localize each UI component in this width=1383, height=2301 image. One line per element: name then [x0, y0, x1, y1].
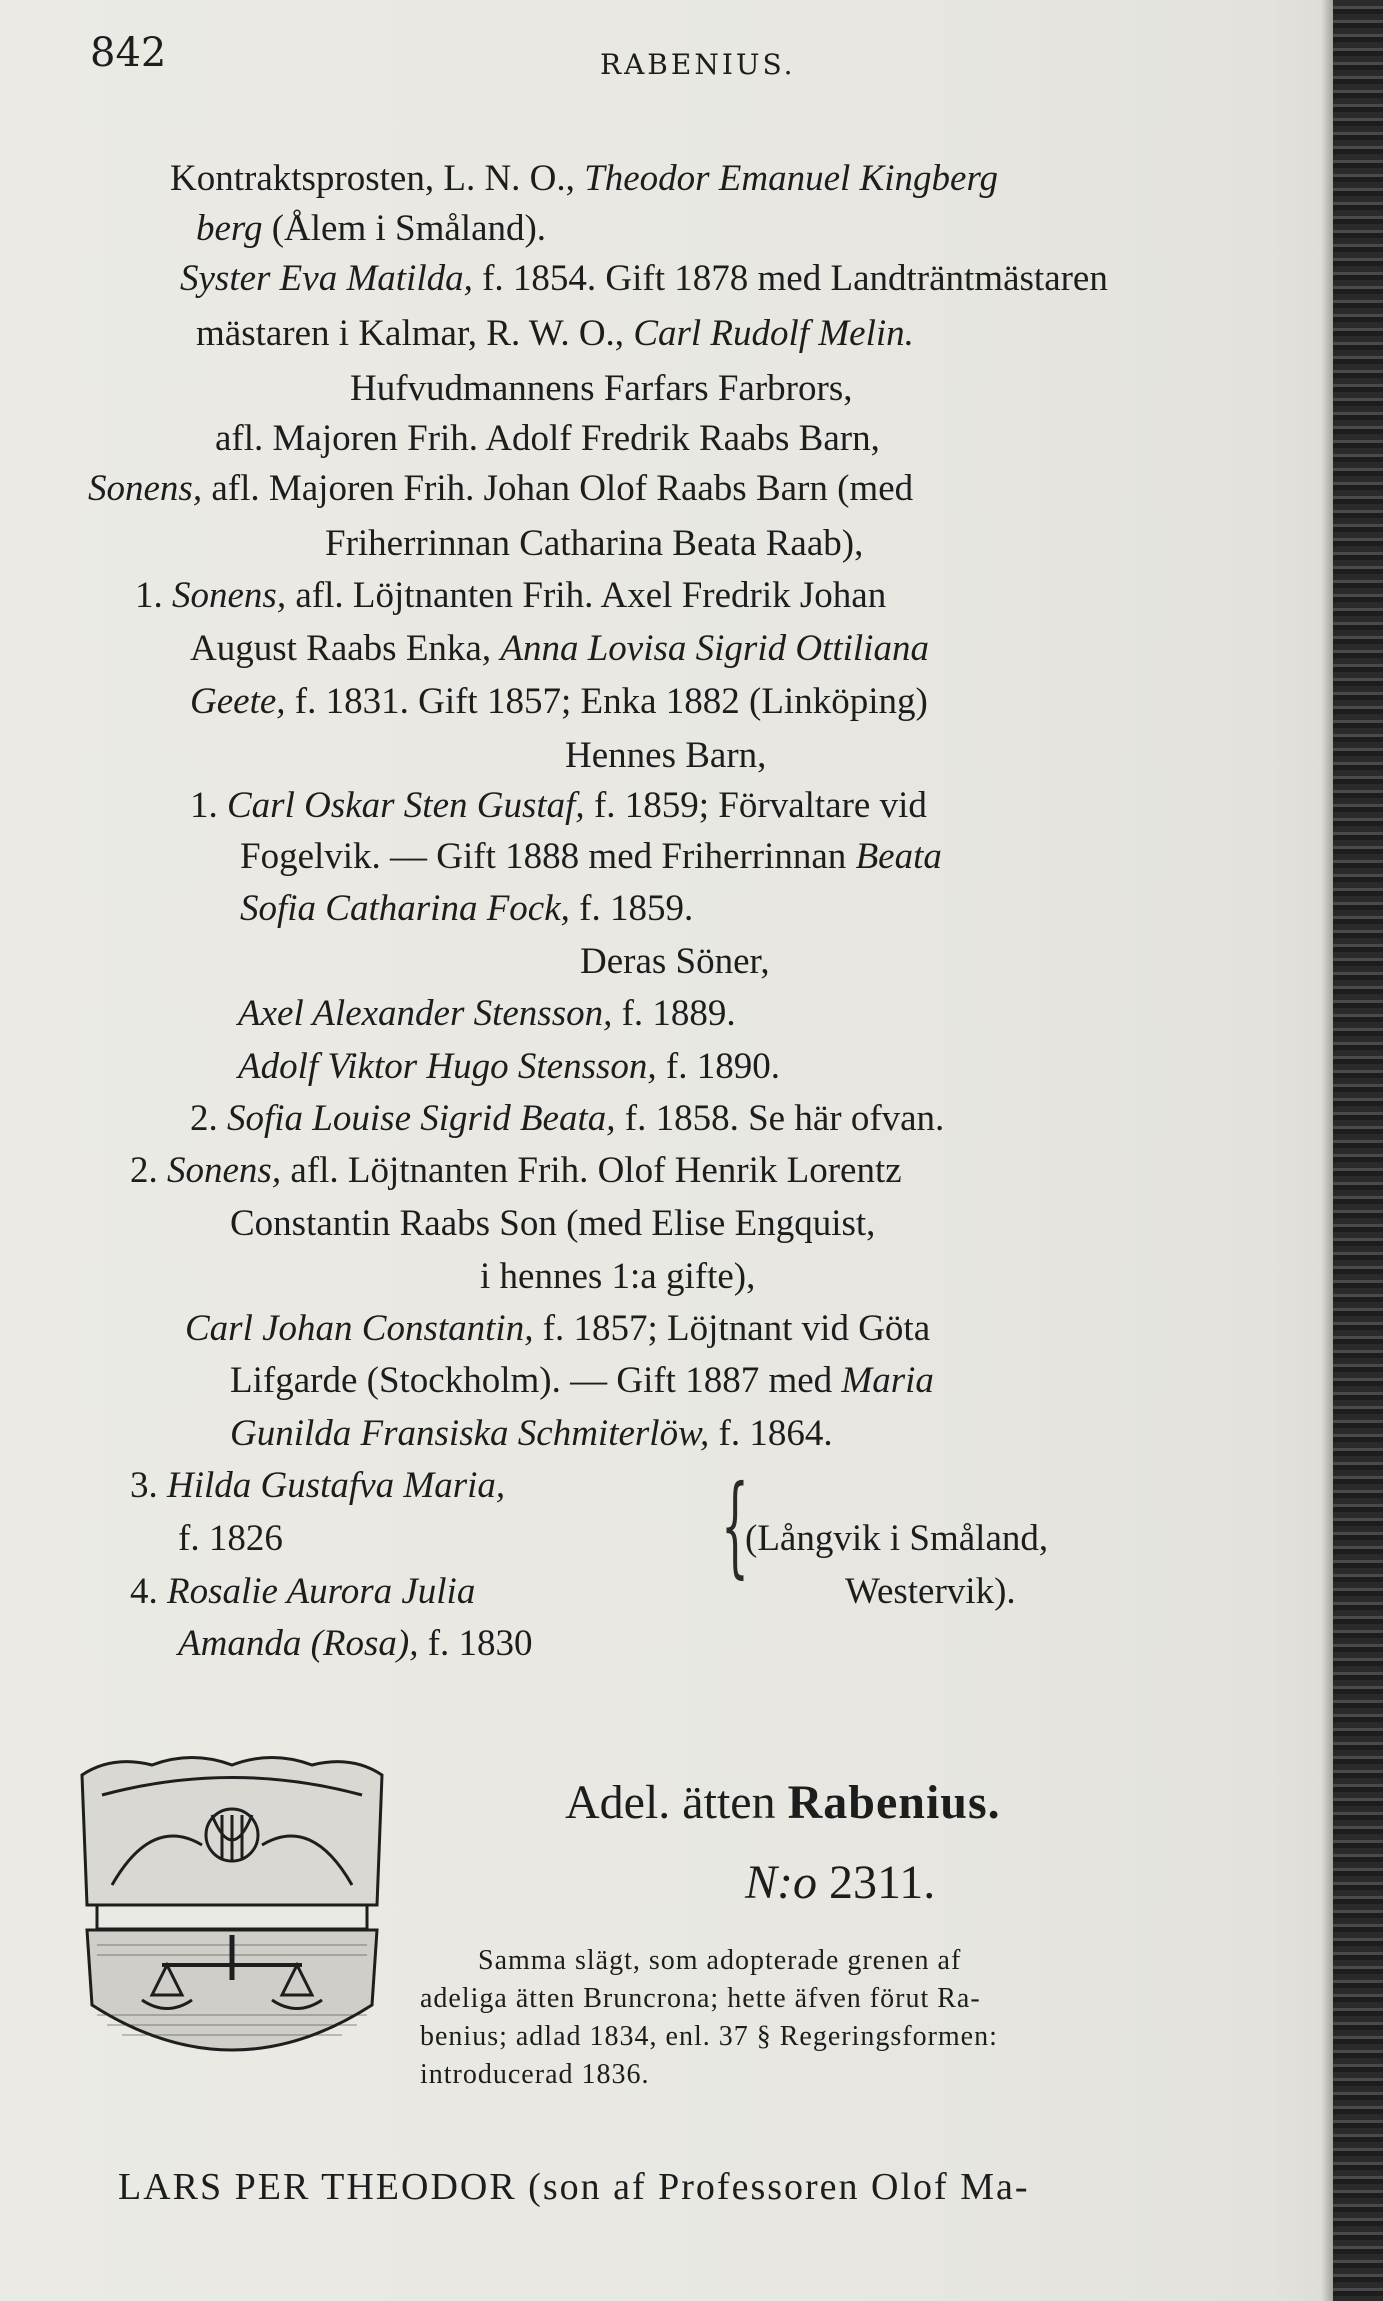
text-line: berg (Ålem i Småland). [196, 208, 547, 249]
text-line: 1. Carl Oskar Sten Gustaf, f. 1859; Förvaltare vid [190, 785, 927, 826]
text-line: Kontraktsprosten, L. N. O., Theodor Emanuel Kingberg [170, 158, 998, 199]
text-line: Fogelvik. — Gift 1888 med Friherrinnan Beata [240, 836, 942, 877]
text-line: Hennes Barn, [565, 735, 767, 776]
text-line: i hennes 1:a gifte), [480, 1256, 756, 1297]
entry-start-line: LARS PER THEODOR (son af Professoren Olof Ma- [118, 2166, 1030, 2208]
family-description-line: Samma slägt, som adopterade grenen af [478, 1945, 962, 1976]
family-number: N:o 2311. [745, 1856, 936, 1909]
text-line: Hufvudmannens Farfars Farbrors, [350, 368, 853, 409]
text-line: August Raabs Enka, Anna Lovisa Sigrid Ottiliana [190, 628, 929, 669]
book-spine [1333, 0, 1383, 2301]
text-line: Adolf Viktor Hugo Stensson, f. 1890. [238, 1046, 780, 1087]
text-line: mästaren i Kalmar, R. W. O., Carl Rudolf Melin. [196, 313, 914, 354]
page-number: 842 [90, 30, 167, 76]
text-line: f. 1826 [178, 1518, 283, 1559]
family-description-line: benius; adlad 1834, enl. 37 § Regeringsformen: [420, 2021, 998, 2052]
text-line: Gunilda Fransiska Schmiterlöw, f. 1864. [230, 1413, 833, 1454]
family-description-line: introducerad 1836. [420, 2059, 650, 2090]
text-line: 3. Hilda Gustafva Maria, [130, 1465, 506, 1506]
text-line: Carl Johan Constantin, f. 1857; Löjtnant vid Göta [185, 1308, 931, 1349]
text-line: 2. Sofia Louise Sigrid Beata, f. 1858. Se här ofvan. [190, 1098, 945, 1139]
text-line: 1. Sonens, afl. Löjtnanten Frih. Axel Fredrik Johan [135, 575, 887, 616]
family-title: Adel. ätten Rabenius. [565, 1776, 1001, 1829]
text-line: Friherrinnan Catharina Beata Raab), [325, 523, 864, 564]
text-line: afl. Majoren Frih. Adolf Fredrik Raabs Barn, [215, 418, 880, 459]
text-line: Syster Eva Matilda, f. 1854. Gift 1878 med Landträntmästaren [180, 258, 1108, 299]
text-line: Constantin Raabs Son (med Elise Engquist, [230, 1203, 876, 1244]
running-title: RABENIUS. [600, 48, 796, 81]
text-line: Sonens, afl. Majoren Frih. Johan Olof Raabs Barn (med [88, 468, 914, 509]
text-line: Amanda (Rosa), f. 1830 [178, 1623, 533, 1664]
text-line: Axel Alexander Stensson, f. 1889. [238, 993, 736, 1034]
page-gutter-shadow [1321, 0, 1333, 2301]
text-line: 4. Rosalie Aurora Julia [130, 1571, 476, 1612]
text-line: 2. Sonens, afl. Löjtnanten Frih. Olof Henrik Lorentz [130, 1150, 902, 1191]
brace-symbol: { [721, 1461, 749, 1589]
text-line: (Långvik i Småland, [745, 1518, 1049, 1559]
family-description-line: adeliga ätten Bruncrona; hette äfven förut Ra- [420, 1983, 981, 2014]
text-line: Lifgarde (Stockholm). — Gift 1887 med Maria [230, 1360, 934, 1401]
text-line: Sofia Catharina Fock, f. 1859. [240, 888, 694, 929]
text-line: Geete, f. 1831. Gift 1857; Enka 1882 (Linköping) [190, 681, 928, 722]
text-line: Deras Söner, [580, 941, 770, 982]
text-line: Westervik). [845, 1571, 1016, 1612]
coat-of-arms [72, 1755, 392, 2085]
